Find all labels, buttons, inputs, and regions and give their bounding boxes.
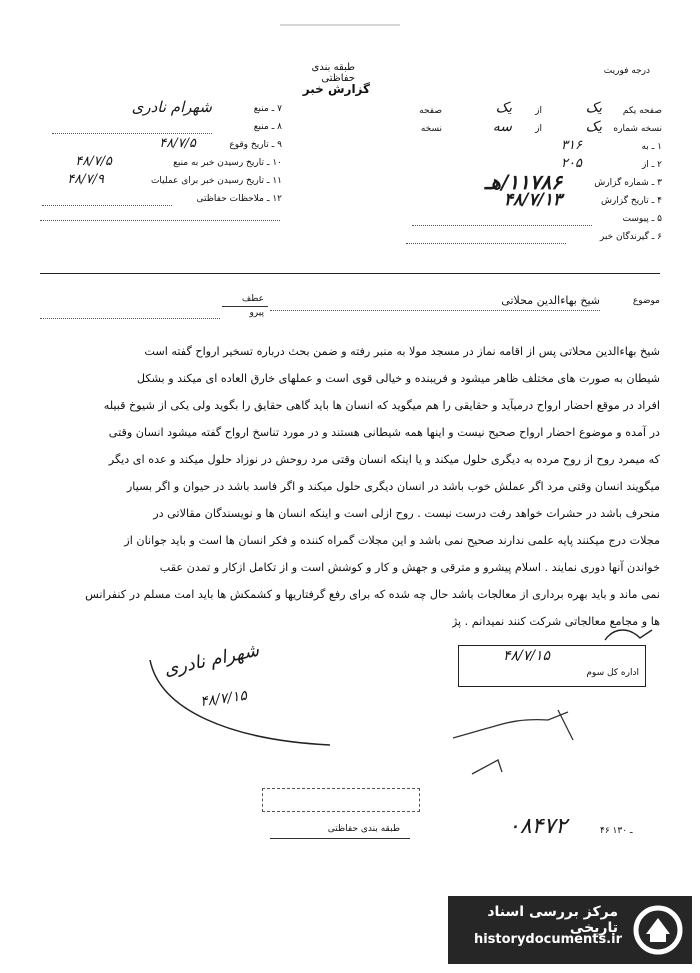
field-value: ۴۸/۷/۵ <box>159 136 196 151</box>
footer-classification: طبقه بندی حفاظتی <box>327 824 400 834</box>
field-value: شهرام نادری <box>131 98 212 116</box>
body-line: میگویند انسان وقتی مرد اگر عملش خوب باشد در انسان دیگری حلول میکند و اگر فاسد باشد در حیوان و اگر بسیار <box>126 480 660 493</box>
field-label: ۵ ـ پیوست <box>622 214 662 224</box>
body-line: افراد در موقع احضار ارواح درمیآید و حقایقی را هم میگوید که انسان ها باید گاهی حقایق را بگوید ولی یکی از شیوخ قبیله <box>103 399 660 412</box>
subject-dotline <box>270 310 600 311</box>
field-label: ۱۱ ـ تاریخ رسیدن خبر برای عملیات <box>150 176 282 186</box>
field-value: ۲۰۵ <box>561 156 582 171</box>
field-value: ۴۸/۷/۱۳ <box>503 190 562 210</box>
archive-logo-icon <box>632 904 684 956</box>
field-value: یک <box>495 100 512 116</box>
field-label: صفحه یکم <box>622 106 662 116</box>
body-line: شیخ بهاءالدین محلاتی پس از اقامه نماز در مسجد مولا به منبر رفته و ضمن بحث درباره تسخیر ارواح گفته است <box>144 345 660 358</box>
left-fields-block <box>40 100 282 230</box>
field-mid: از <box>535 124 542 134</box>
field-value: ۳۱۶ <box>561 138 582 153</box>
field-value: ۴۸/۷/۹ <box>67 172 104 187</box>
field-value: ۱۱۷۸۶/هـ <box>484 170 562 194</box>
footer-stamp-box <box>262 788 420 812</box>
ref-line <box>222 306 268 307</box>
body-line: خواندن آنها دوری نمایند . اسلام پیشرو و مترقی و جهش و کار و کوشش است و از تکامل ازکار و تمدن عقب <box>159 561 660 574</box>
subject-label: موضوع <box>632 296 660 306</box>
field-label: ۱۲ ـ ملاحظات حفاظتی <box>196 194 282 204</box>
field-value: ۴۸/۷/۵ <box>75 154 112 169</box>
field-dotline <box>406 243 566 244</box>
field-dotline <box>42 205 172 206</box>
classification-label: طبقه بندی حفاظتی <box>311 62 355 84</box>
field-end: صفحه <box>419 106 442 116</box>
archive-number: ۰۸۴۷۲ <box>508 814 568 839</box>
subject-value: شیخ بهاءالدین محلاتی <box>501 294 600 307</box>
field-label: ۷ ـ منبع <box>253 104 282 114</box>
top-scan-smudge <box>280 24 400 44</box>
body-line: نمی ماند و باید بهره برداری از معالجات باشد حال چه شده که برای رفع گرفتاریها و کشمکش ها باید امت مسلم در کنفرانس <box>85 588 660 601</box>
signature-curve <box>140 650 340 750</box>
report-type-title: گزارش خبر <box>302 82 370 96</box>
ref-dotline <box>40 318 220 319</box>
field-label: نسخه شماره <box>613 124 662 134</box>
field-label: ۲ ـ از <box>641 160 662 170</box>
field-value: سه <box>492 119 512 135</box>
handwritten-annotation <box>448 700 588 750</box>
field-label: ۴ ـ تاریخ گزارش <box>600 196 662 206</box>
field-value: یک <box>585 100 602 116</box>
handwritten-hook-mark <box>468 752 508 782</box>
right-fields-block <box>400 100 662 250</box>
stamp-office: اداره کل سوم <box>586 668 639 678</box>
handwritten-signature: شهرام نادری <box>162 639 261 681</box>
ref-atf: عطف <box>241 294 264 304</box>
field-dotline <box>40 220 280 221</box>
field-value: یک <box>585 119 602 135</box>
field-label: ۸ ـ منبع <box>253 122 282 132</box>
field-label: ۱ ـ به <box>641 142 662 152</box>
body-line: منحرف باشد در حشرات خواهد رفت درست نیست . روح ازلی است و اینکه انسان ها و نویسندگان مقالاتی در <box>153 507 660 520</box>
body-line: که میمرد روح از روح مرده به دیگری حلول میکند و یا اینکه انسان وقتی مرد روحش در نوزاد حلول میکند و عده ای دیگر <box>108 453 660 466</box>
ref-peyro: پیرو <box>249 308 264 318</box>
field-label: ۹ ـ تاریخ وقوع <box>229 140 282 150</box>
received-stamp <box>458 645 646 687</box>
stamp-date: ۴۸/۷/۱۵ <box>503 648 551 664</box>
watermark-url: historydocuments.ir <box>473 932 622 947</box>
field-dotline <box>52 133 212 134</box>
body-line: در آمده و موضوع احضار ارواح صحیح نیست و اینها همه شیطانی هستند و در مورد تناسخ ارواح گفته میشود انسان وقتی <box>108 426 660 439</box>
document-code: ۴۶ ـ ۱۳۰ <box>600 826 633 836</box>
field-end: نسخه <box>420 124 442 134</box>
body-line: شیطان به صورت های مختلف ظاهر میشود و فریبنده و خیالی قوی است و عملهای خارق العاده ای میکند و بشکل <box>136 372 660 385</box>
field-label: ۱۰ ـ تاریخ رسیدن خبر به منبع <box>173 158 282 168</box>
body-line: مجلات درج میکنند پایه علمی ندارند صحیح نمی باشد و این مجلات گمراه کننده و فکر انسان ها است و باید جوانان از <box>124 534 660 547</box>
field-mid: از <box>535 106 542 116</box>
watermark-title: مرکز بررسی اسناد تاریخی <box>487 904 618 936</box>
initial-mark-right <box>600 618 660 648</box>
field-label: ۳ ـ شماره گزارش <box>594 178 662 188</box>
signature-date: ۴۸/۷/۱۵ <box>199 687 248 711</box>
field-dotline <box>412 225 592 226</box>
urgency-label: درجه فوریت <box>603 66 650 76</box>
watermark-logo <box>448 896 692 964</box>
header-divider <box>40 273 660 274</box>
field-label: ۶ ـ گیرندگان خبر <box>599 232 662 242</box>
body-line: ها و مجامع معالجاتی شرکت کنند نمیدانم . پژ <box>451 615 660 628</box>
footer-rule <box>270 838 410 839</box>
